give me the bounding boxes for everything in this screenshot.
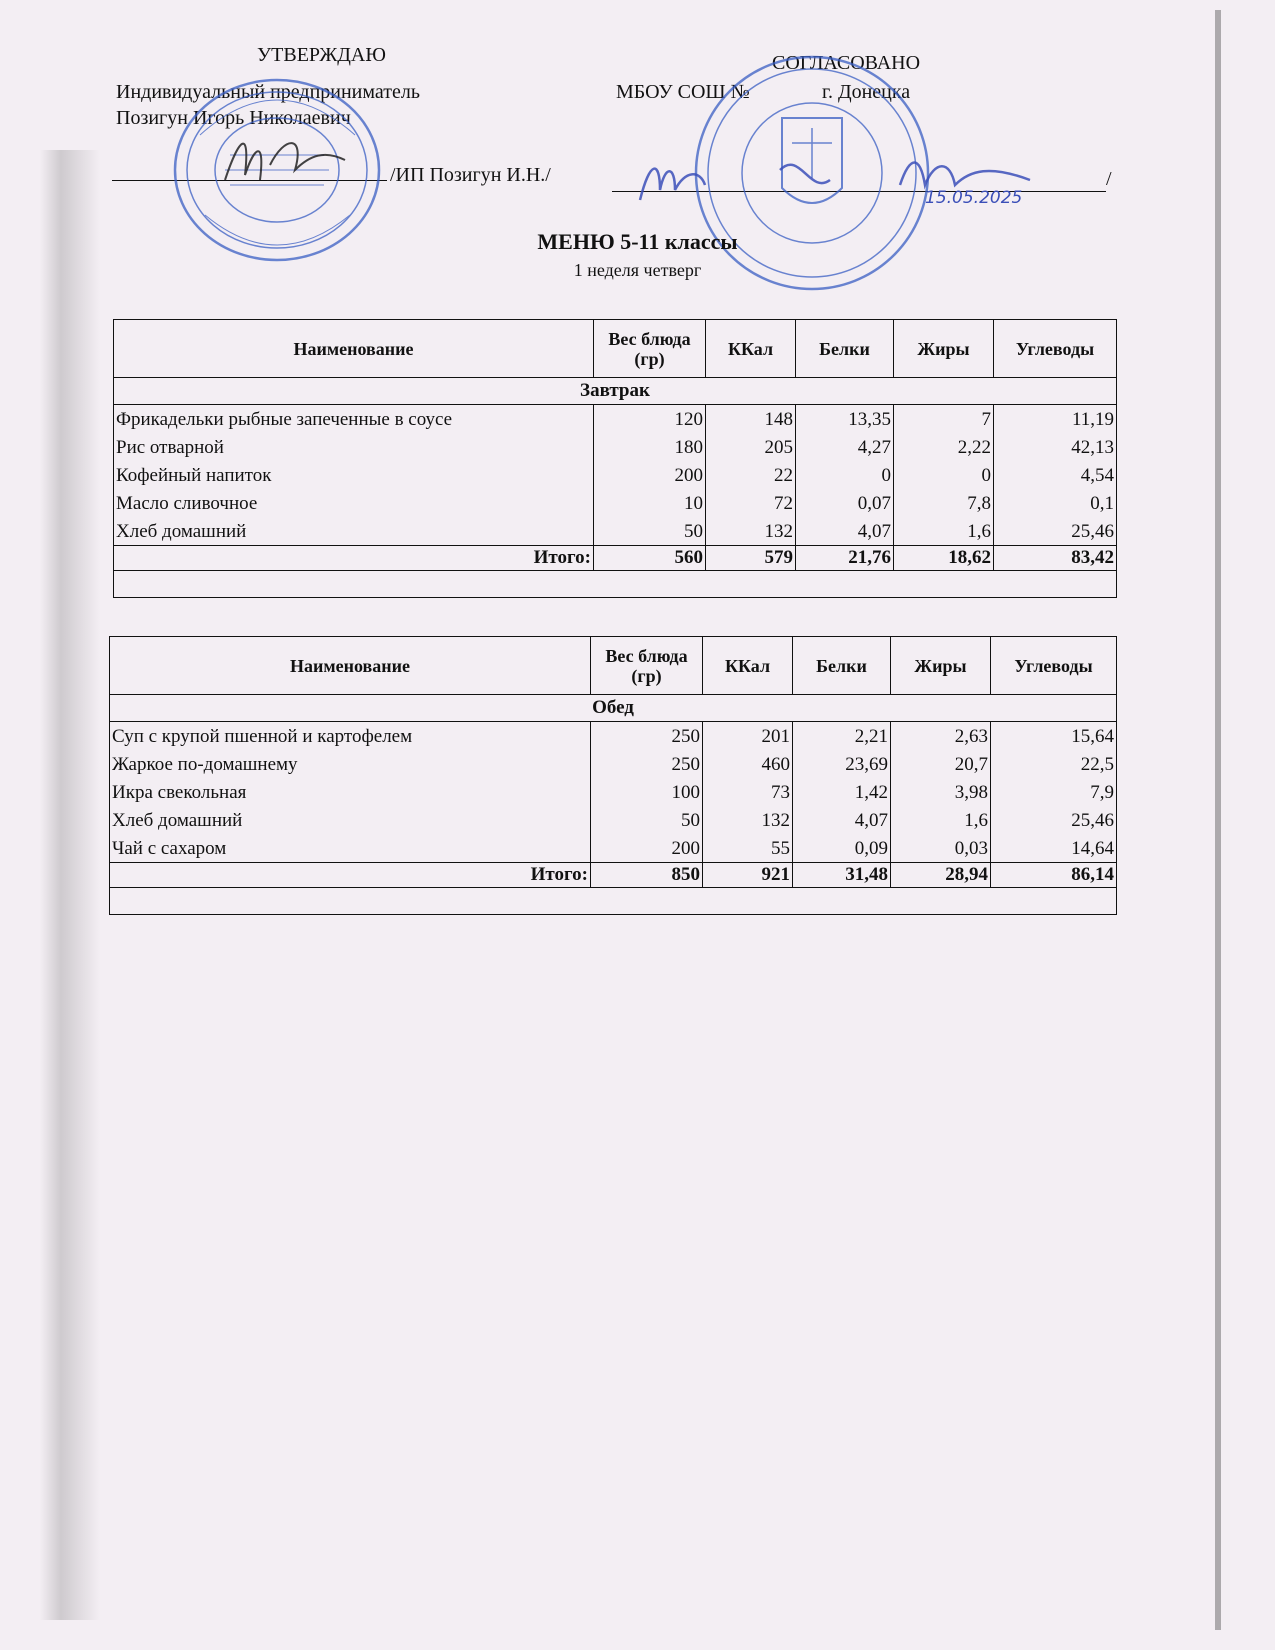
dish-name: Чай с сахаром <box>110 834 591 863</box>
dish-fat: 20,7 <box>891 750 991 778</box>
total-kcal: 579 <box>706 546 796 571</box>
col-weight-header: Вес блюда (гр) <box>594 320 706 378</box>
approve-heading: УТВЕРЖДАЮ <box>257 44 386 66</box>
dish-carbs: 7,9 <box>991 778 1117 806</box>
dish-protein: 4,27 <box>796 433 894 461</box>
total-label: Итого: <box>114 546 594 571</box>
dish-weight: 250 <box>591 750 703 778</box>
dish-name: Рис отварной <box>114 433 594 461</box>
dish-protein: 0 <box>796 461 894 489</box>
dish-kcal: 132 <box>706 517 796 546</box>
total-protein: 21,76 <box>796 546 894 571</box>
dish-carbs: 4,54 <box>994 461 1117 489</box>
dish-name: Кофейный напиток <box>114 461 594 489</box>
total-row <box>110 863 1117 888</box>
total-weight: 850 <box>591 863 703 888</box>
table-row <box>114 461 1117 489</box>
total-carbs: 86,14 <box>991 863 1117 888</box>
dish-kcal: 201 <box>703 722 793 751</box>
agree-line-1: МБОУ СОШ № <box>616 81 750 103</box>
dish-fat: 1,6 <box>894 517 994 546</box>
total-weight: 560 <box>594 546 706 571</box>
dish-kcal: 55 <box>703 834 793 863</box>
dish-weight: 180 <box>594 433 706 461</box>
col-kcal-header: ККал <box>706 320 796 378</box>
table-header-row <box>110 637 1117 695</box>
total-fat: 18,62 <box>894 546 994 571</box>
dish-weight: 200 <box>594 461 706 489</box>
dish-protein: 0,09 <box>793 834 891 863</box>
dish-name: Суп с крупой пшенной и картофелем <box>110 722 591 751</box>
dish-kcal: 22 <box>706 461 796 489</box>
dish-weight: 50 <box>591 806 703 834</box>
dish-weight: 250 <box>591 722 703 751</box>
dish-kcal: 205 <box>706 433 796 461</box>
table-row <box>114 517 1117 546</box>
table-row <box>110 806 1117 834</box>
dish-carbs: 25,46 <box>994 517 1117 546</box>
agree-signature-suffix: / <box>1106 168 1112 190</box>
total-row <box>114 546 1117 571</box>
dish-kcal: 148 <box>706 405 796 434</box>
dish-fat: 7,8 <box>894 489 994 517</box>
total-protein: 31,48 <box>793 863 891 888</box>
dish-name: Фрикадельки рыбные запеченные в соусе <box>114 405 594 434</box>
table-row <box>114 405 1117 434</box>
dish-kcal: 73 <box>703 778 793 806</box>
breakfast-table <box>113 319 1117 598</box>
dish-fat: 7 <box>894 405 994 434</box>
total-carbs: 83,42 <box>994 546 1117 571</box>
dish-protein: 4,07 <box>796 517 894 546</box>
dish-protein: 1,42 <box>793 778 891 806</box>
col-protein-header: Белки <box>793 637 891 695</box>
dish-carbs: 11,19 <box>994 405 1117 434</box>
lunch-table <box>109 636 1117 915</box>
dish-protein: 4,07 <box>793 806 891 834</box>
section-row <box>110 695 1117 722</box>
section-row <box>114 378 1117 405</box>
total-label: Итого: <box>110 863 591 888</box>
dish-name: Жаркое по-домашнему <box>110 750 591 778</box>
dish-weight: 100 <box>591 778 703 806</box>
col-protein-header: Белки <box>796 320 894 378</box>
dish-fat: 1,6 <box>891 806 991 834</box>
table-row <box>114 433 1117 461</box>
table-header-row <box>114 320 1117 378</box>
dish-protein: 2,21 <box>793 722 891 751</box>
col-name-header: Наименование <box>110 637 591 695</box>
dish-kcal: 72 <box>706 489 796 517</box>
dish-name: Хлеб домашний <box>114 517 594 546</box>
dish-name: Масло сливочное <box>114 489 594 517</box>
dish-carbs: 0,1 <box>994 489 1117 517</box>
blank-cell <box>110 888 1117 915</box>
dish-name: Хлеб домашний <box>110 806 591 834</box>
agree-line-1-suffix: г. Донецка <box>822 81 911 103</box>
blank-cell <box>114 571 1117 598</box>
blank-row <box>114 571 1117 598</box>
table-row <box>110 722 1117 751</box>
agree-heading: СОГЛАСОВАНО <box>772 52 921 74</box>
col-carbs-header: Углеводы <box>991 637 1117 695</box>
dish-kcal: 132 <box>703 806 793 834</box>
total-fat: 28,94 <box>891 863 991 888</box>
dish-weight: 120 <box>594 405 706 434</box>
dish-fat: 2,22 <box>894 433 994 461</box>
table-row <box>110 750 1117 778</box>
dish-carbs: 22,5 <box>991 750 1117 778</box>
dish-protein: 13,35 <box>796 405 894 434</box>
section-title: Обед <box>110 695 1117 722</box>
dish-weight: 200 <box>591 834 703 863</box>
ip-signature <box>215 125 355 195</box>
dish-name: Икра свекольная <box>110 778 591 806</box>
col-carbs-header: Углеводы <box>994 320 1117 378</box>
dish-fat: 2,63 <box>891 722 991 751</box>
agree-signature-date: 15.05.2025 <box>925 188 1023 208</box>
col-name-header: Наименование <box>114 320 594 378</box>
blank-row <box>110 888 1117 915</box>
dish-fat: 3,98 <box>891 778 991 806</box>
dish-fat: 0,03 <box>891 834 991 863</box>
approve-line-2: Позигун Игорь Николаевич <box>116 107 351 129</box>
dish-carbs: 14,64 <box>991 834 1117 863</box>
col-weight-header: Вес блюда (гр) <box>591 637 703 695</box>
dish-protein: 0,07 <box>796 489 894 517</box>
total-kcal: 921 <box>703 863 793 888</box>
col-fat-header: Жиры <box>894 320 994 378</box>
dish-kcal: 460 <box>703 750 793 778</box>
school-signature <box>630 140 1050 220</box>
approve-line-1: Индивидуальный предприниматель <box>116 81 420 103</box>
dish-carbs: 25,46 <box>991 806 1117 834</box>
table-row <box>110 778 1117 806</box>
approve-signature-suffix: /ИП Позигун И.Н./ <box>390 164 551 186</box>
dish-carbs: 42,13 <box>994 433 1117 461</box>
dish-weight: 10 <box>594 489 706 517</box>
dish-fat: 0 <box>894 461 994 489</box>
col-kcal-header: ККал <box>703 637 793 695</box>
dish-carbs: 15,64 <box>991 722 1117 751</box>
section-title: Завтрак <box>114 378 1117 405</box>
dish-weight: 50 <box>594 517 706 546</box>
table-row <box>110 834 1117 863</box>
page-subtitle: 1 неделя четверг <box>573 260 702 280</box>
table-row <box>114 489 1117 517</box>
dish-protein: 23,69 <box>793 750 891 778</box>
col-fat-header: Жиры <box>891 637 991 695</box>
page-title: МЕНЮ 5-11 классы <box>537 229 738 254</box>
scan-shadow <box>40 150 100 1620</box>
